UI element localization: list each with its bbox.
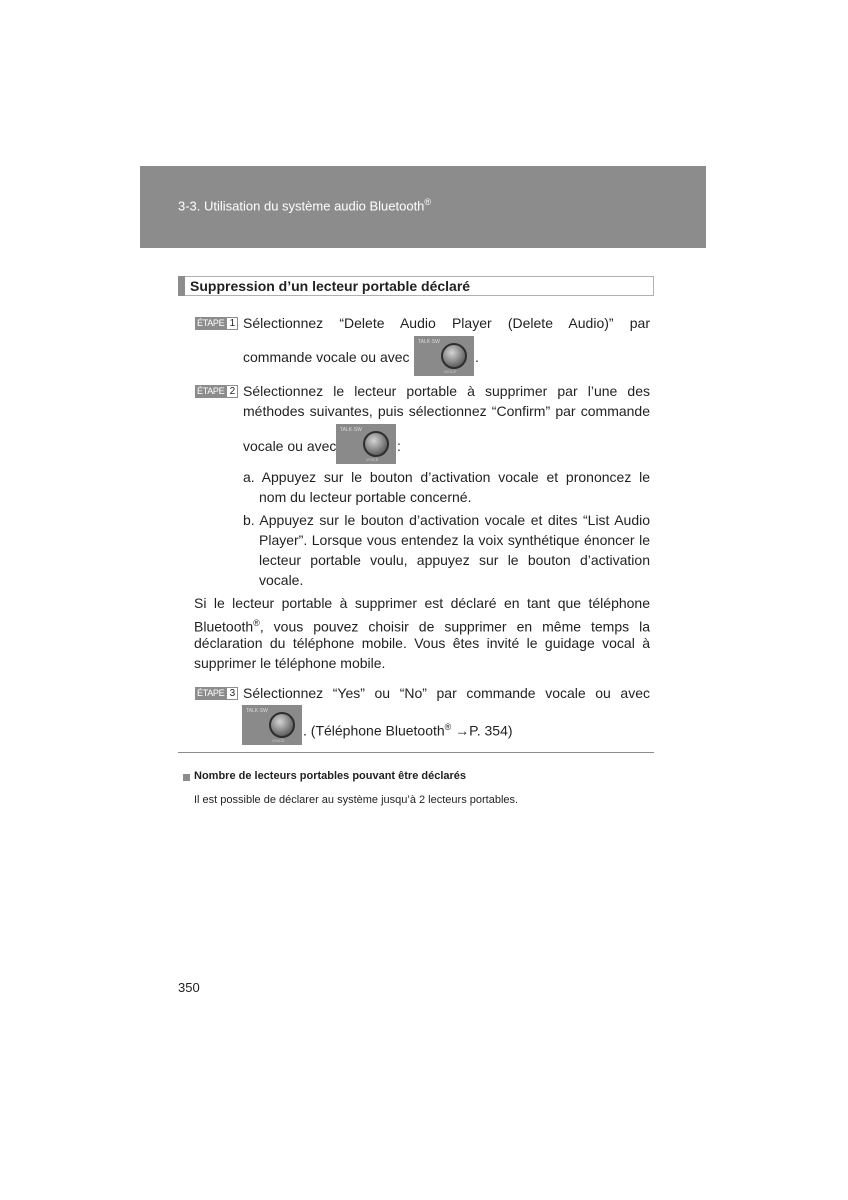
section-title-bar <box>178 276 654 296</box>
talk-switch-button-image: TALK·SW VOICE <box>242 705 302 745</box>
option-b-line-4: vocale. <box>259 572 304 588</box>
paragraph-line-4: supprimer le téléphone mobile. <box>194 655 386 671</box>
chapter-title: 3-3. Utilisation du système audio Bluetooth® <box>178 197 432 214</box>
divider <box>178 752 654 753</box>
step-2-line-2: méthodes suivantes, puis sélectionnez “Confirm” par commande <box>243 403 650 419</box>
note-text: Il est possible de déclarer au système jusqu’à 2 lecteurs portables. <box>194 794 519 806</box>
note-title: Nombre de lecteurs portables pouvant être déclarés <box>194 770 467 782</box>
talk-switch-button-image: TALK·SW VOICE <box>336 424 396 464</box>
step-2-line-1: Sélectionnez le lecteur portable à supprimer par l’une des <box>243 383 650 399</box>
step-3-line-2: . (Téléphone Bluetooth® →P. 354) <box>303 722 513 739</box>
paragraph-line-2: Bluetooth®, vous pouvez choisir de supprimer en même temps la <box>194 618 650 635</box>
section-title: Suppression d’un lecteur portable déclaré <box>190 278 471 294</box>
option-b-line-2: Player”. Lorsque vous entendez la voix synthétique énoncer le <box>259 532 650 548</box>
talk-switch-icon <box>363 431 389 457</box>
step-3-line-1: Sélectionnez “Yes” ou “No” par commande vocale ou avec <box>243 685 650 701</box>
note-marker <box>183 774 190 781</box>
section-marker <box>178 276 185 296</box>
step-1-line-2: commande vocale ou avec <box>243 349 410 365</box>
paragraph-line-3: déclaration du téléphone mobile. Vous êtes invité le guidage vocal à <box>194 635 650 651</box>
step-1-line-2-end: . <box>475 349 479 365</box>
talk-switch-button-image: TALK·SW VOICE <box>414 336 474 376</box>
step-badge-3: ÉTAPE 3 <box>195 687 238 700</box>
step-2-line-3-end: : <box>397 438 401 454</box>
talk-switch-icon <box>441 343 467 369</box>
option-a-line-2: nom du lecteur portable concerné. <box>259 489 472 505</box>
option-a-line-1: a. Appuyez sur le bouton d’activation vocale et prononcez le <box>243 469 650 485</box>
step-1-line-1: Sélectionnez “Delete Audio Player (Delete Audio)” par <box>243 315 650 331</box>
step-badge-1: ÉTAPE 1 <box>195 317 238 330</box>
step-2-line-3: vocale ou avec <box>243 438 337 454</box>
option-b-line-1: b. Appuyez sur le bouton d’activation vocale et dites “List Audio <box>243 512 650 528</box>
talk-switch-icon <box>269 712 295 738</box>
page-number: 350 <box>178 980 200 995</box>
option-b-line-3: lecteur portable voulu, appuyez sur le bouton d’activation <box>259 552 650 568</box>
chapter-header <box>140 166 706 248</box>
step-badge-2: ÉTAPE 2 <box>195 385 238 398</box>
paragraph-line-1: Si le lecteur portable à supprimer est déclaré en tant que téléphone <box>194 595 650 611</box>
